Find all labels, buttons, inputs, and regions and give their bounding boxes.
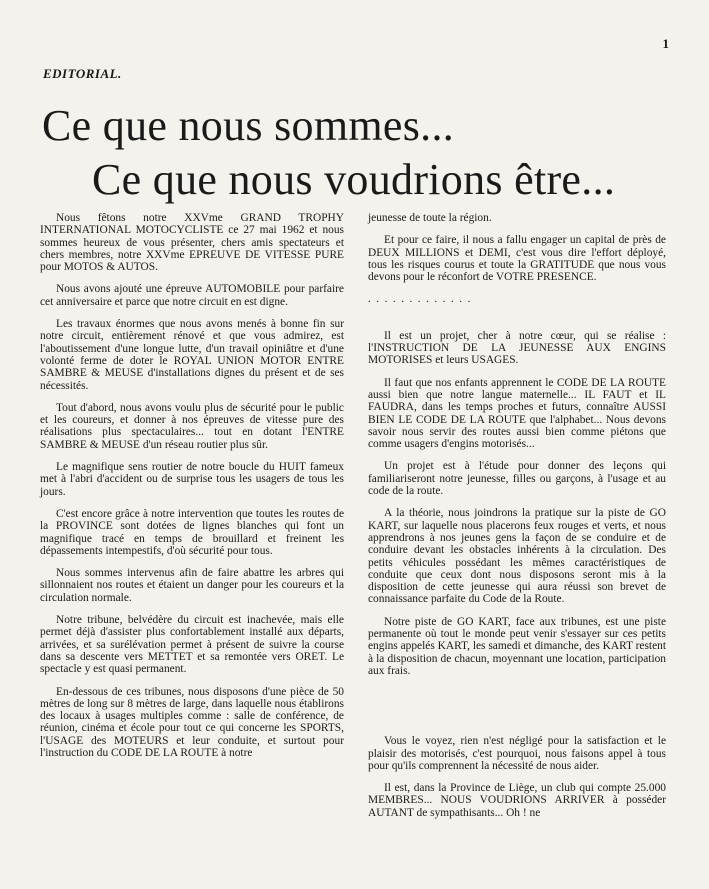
headline-line-1: Ce que nous sommes... — [42, 101, 455, 150]
section-separator: . . . . . . . . . . . . . — [368, 293, 472, 306]
section-label: EDITORIAL. — [43, 66, 122, 81]
section-gap — [368, 687, 666, 735]
paragraph: Il est un projet, cher à notre cœur, qui se réalise : l'INSTRUCTION DE LA JEUNESSE AUX ENGINS MOTORISES et leurs USAGES. — [368, 329, 666, 367]
paragraph: Nous sommes intervenus afin de faire abattre les arbres qui sillonnaient nos routes et étaient un danger pour les coureurs et la circulation normale. — [40, 567, 344, 604]
paragraph: Il faut que nos enfants apprennent le CODE DE LA ROUTE aussi bien que notre langue maternelle... IL FAUT et IL FAUDRA, dans les temps proches et futurs, connaître AUSSI BIEN LE CODE DE LA ROUTE que l'alphabet... Nous devons savoir nous servir des routes aussi bien comme piétons que comme usagers d'engins motorisés... — [368, 376, 666, 451]
paragraph: Il est, dans la Province de Liège, un club qui compte 25.000 MEMBRES... NOUS VOUDRIONS ARRIVER à posséder AUTANT de sympathisants... Oh ! ne — [368, 782, 666, 819]
paragraph: Un projet est à l'étude pour donner des leçons qui familiariseront notre jeunesse, filles ou garçons, à l'usage et au code de la route. — [368, 460, 666, 498]
right-column — [368, 212, 666, 829]
paragraph-continuation: jeunesse de toute la région. — [368, 212, 492, 224]
left-column — [40, 212, 344, 769]
paragraph: Nous avons ajouté une épreuve AUTOMOBILE pour parfaire cet anniversaire et parce que notre circuit en est digne. — [40, 283, 344, 308]
paragraph: Les travaux énormes que nous avons menés à bonne fin sur notre circuit, entièrement rénové et que vous admirez, est l'aboutissement d'une longue lutte, d'un travail opiniâtre et d'une volonté ferme de doter le ROYAL UNION MOTOR ENTRE SAMBRE & MEUSE d'installations dignes du présent et de ses nécessités. — [40, 318, 344, 392]
paragraph: A la théorie, nous joindrons la pratique sur la piste de GO KART, sur laquelle nous placerons feux rouges et verts, et nous apprendrons à nos jeunes gens la façon de se conduire et de conduire devant les obstacles inhérents à la circulation. Des petits véhicules possédant les mêmes caractéristiques de conduite que ceux dont nous disposons seront mis à la disposition de cette jeunesse qui aura réussi son brevet de connaissance parfaite du Code de la Route. — [368, 507, 666, 606]
paragraph: C'est encore grâce à notre intervention que toutes les routes de la PROVINCE sont dotées de lignes blanches qui font un magnifique tracé en temps de brouillard et freinent les dépassements intempestifs, d'où sécurité pour tous. — [40, 507, 344, 557]
paragraph: Le magnifique sens routier de notre boucle du HUIT fameux met à l'abri d'accident ou de surprise tous les usagers de tous les jours. — [40, 461, 344, 498]
paragraph: Notre tribune, belvédère du circuit est inachevée, mais elle permet déjà d'assister plus confortablement installé aux départs, arrivées, et sa surélévation permet à présent de suivre la course dans sa descente vers METTET et sa remontée vers ORET. Le spectacle y est quasi permanent. — [40, 614, 344, 676]
paragraph: Notre piste de GO KART, face aux tribunes, est une piste permanente où tout le monde peut venir s'essayer sur ces petits engins appelés KART, les samedi et dimanche, des KART restent à la disposition de chacun, moyennant une location, participation aux frais. — [368, 615, 666, 677]
paragraph: Vous le voyez, rien n'est négligé pour la satisfaction et le plaisir des motorisés, c'est pourquoi, nous faisons appel à tous pour qu'ils comprennent la nécessité de nous aider. — [368, 735, 666, 772]
paragraph: Tout d'abord, nous avons voulu plus de sécurité pour le public et les coureurs, et donner à nos épreuves de vitesse pure des réalisations plus spectaculaires... tout en dotant l'ENTRE SAMBRE & MEUSE d'un réseau routier plus sûr. — [40, 401, 344, 451]
page-number: 1 — [662, 36, 669, 51]
paragraph: Nous fêtons notre XXVme GRAND TROPHY INTERNATIONAL MOTOCYCLISTE ce 27 mai 1962 et nous sommes heureux de vous présenter, chers amis spectateurs et chers membres, notre XXVme EPREUVE DE VITESSE PURE pour MOTOS & AUTOS. — [40, 212, 344, 274]
headline-line-2: Ce que nous voudrions être... — [92, 155, 616, 204]
paragraph: Et pour ce faire, il nous a fallu engager un capital de près de DEUX MILLIONS et DEMI, c'est vous dire l'effort déployé, tous les risques courus et toute la GRATITUDE que nous vous devons pour le réconfort de VOTRE PRESENCE. — [368, 234, 666, 284]
paragraph: En-dessous de ces tribunes, nous disposons d'une pièce de 50 mètres de long sur 8 mètres de large, dans laquelle nous établirons des locaux à usages multiples comme : salle de conférence, de réunion, cinéma et école pour tout ce qui concerne les SPORTS, l'USAGE des MOTEURS et leur conduite, et surtout pour l'instruction du CODE DE LA ROUTE à notre — [40, 685, 344, 759]
